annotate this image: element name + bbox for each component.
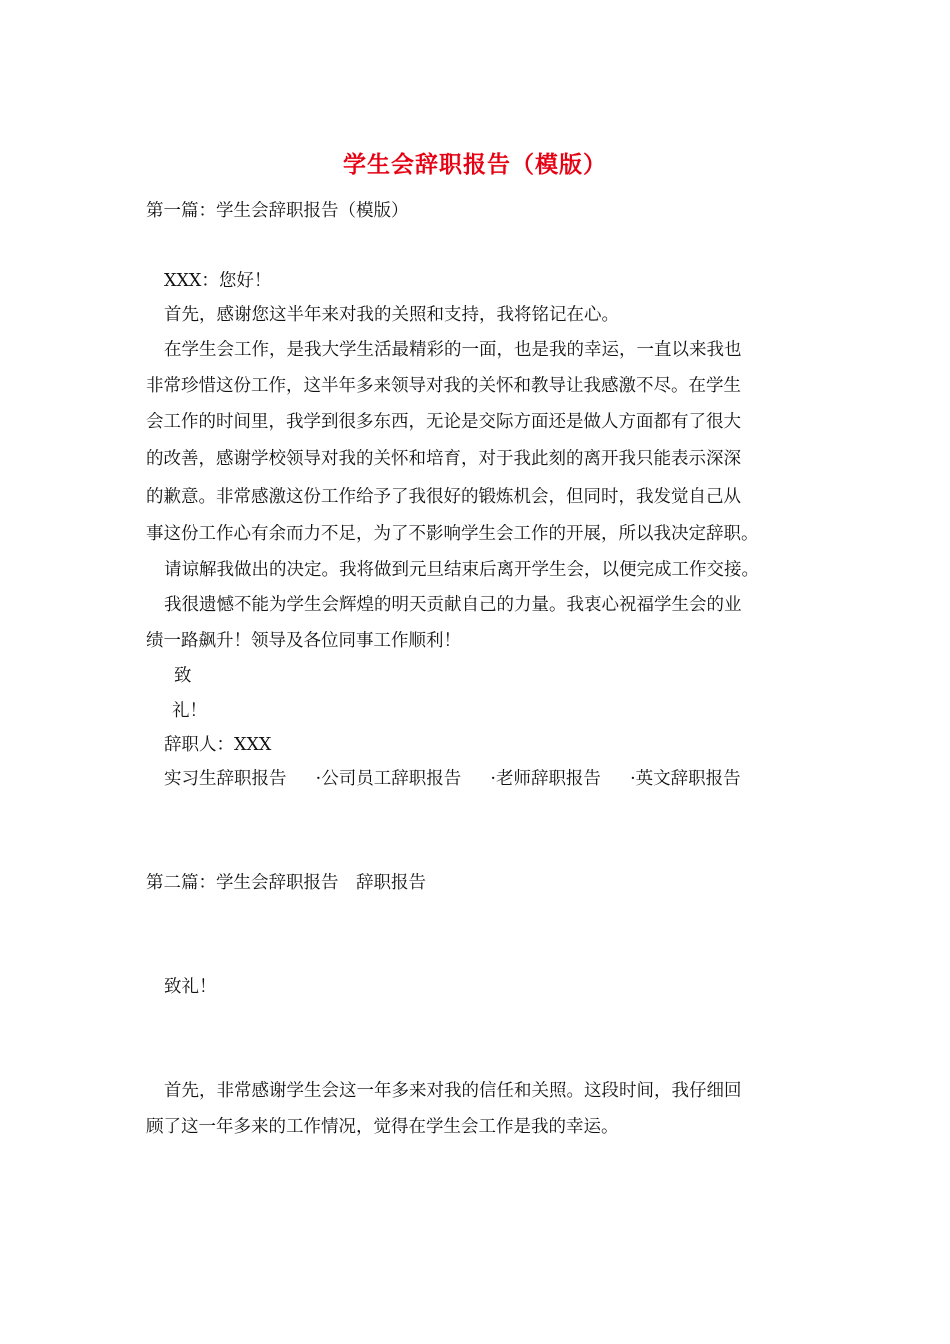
related-links: [164, 767, 844, 791]
document-title: 学生会辞职报告（模版）: [343, 151, 607, 178]
link-employee-resignation[interactable]: ·公司员工辞职报告: [315, 769, 462, 789]
salutation: XXX：您好！: [164, 271, 272, 291]
body-line-9: 我很遗憾不能为学生会辉煌的明天贡献自己的力量。我衷心祝福学生会的业: [164, 595, 742, 615]
body-line-6: 的歉意。非常感激这份工作给予了我很好的锻炼机会，但同时，我发觉自己从: [146, 487, 741, 507]
signature: 辞职人：XXX: [164, 735, 272, 755]
part2-line-1: 首先，非常感谢学生会这一年多来对我的信任和关照。这段时间，我仔细回: [164, 1081, 742, 1101]
body-line-5: 的改善，感谢学校领导对我的关怀和培育，对于我此刻的离开我只能表示深深: [146, 449, 741, 469]
body-line-4: 会工作的时间里，我学到很多东西，无论是交际方面还是做人方面都有了很大: [146, 412, 741, 432]
part2-line-2: 顾了这一年多来的工作情况，觉得在学生会工作是我的幸运。: [146, 1117, 619, 1137]
body-line-8: 请谅解我做出的决定。我将做到元旦结束后离开学生会，以便完成工作交接。: [164, 560, 759, 580]
link-teacher-resignation[interactable]: ·老师辞职报告: [490, 769, 601, 789]
part2-closing: 致礼！: [164, 977, 217, 997]
part1-heading: 第一篇：学生会辞职报告（模版）: [146, 201, 409, 221]
body-line-1: 首先，感谢您这半年来对我的关照和支持，我将铭记在心。: [164, 305, 619, 325]
body-line-7: 事这份工作心有余而力不足，为了不影响学生会工作的开展，所以我决定辞职。: [146, 524, 759, 544]
body-line-2: 在学生会工作，是我大学生活最精彩的一面，也是我的幸运，一直以来我也: [164, 340, 742, 360]
link-english-resignation[interactable]: ·英文辞职报告: [630, 769, 741, 789]
closing-zhi: 致: [174, 666, 192, 686]
body-line-10: 绩一路飙升！领导及各位同事工作顺利！: [146, 631, 461, 651]
body-line-3: 非常珍惜这份工作，这半年多来领导对我的关怀和教导让我感激不尽。在学生: [146, 376, 741, 396]
closing-li: 礼！: [172, 701, 207, 721]
part2-heading: 第二篇：学生会辞职报告 辞职报告: [146, 873, 426, 893]
link-intern-resignation[interactable]: 实习生辞职报告: [164, 769, 287, 789]
